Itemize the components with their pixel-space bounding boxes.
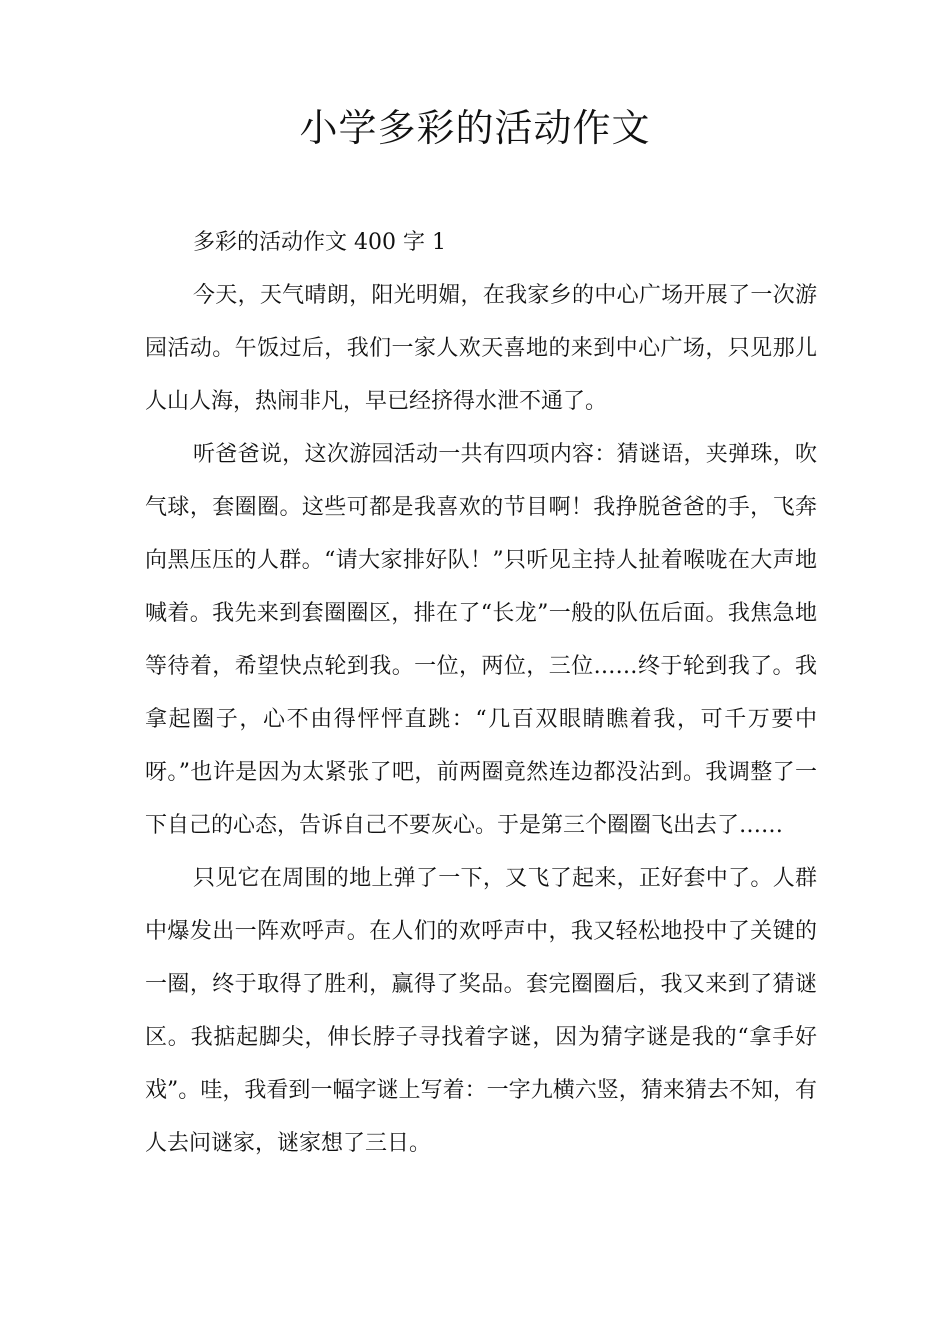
- paragraph-1: 今天，天气晴朗，阳光明媚，在我家乡的中心广场开展了一次游园活动。午饭过后，我们一家人欢天喜地的来到中心广场，只见那儿人山人海，热闹非凡，早已经挤得水泄不通了。: [145, 283, 817, 414]
- paragraph-2: 听爸爸说，这次游园活动一共有四项内容：猜谜语，夹弹珠，吹气球，套圈圈。这些可都是我喜欢的节目啊！我挣脱爸爸的手，飞奔向黑压压的人群。“请大家排好队！”只听见主持人扯着喉咙在大声地喊着。我先来到套圈圈区，排在了“长龙”一般的队伍后面。我焦急地等待着，希望快点轮到我。一位，两位，三位……终于轮到我了。我拿起圈子，心不由得怦怦直跳：“几百双眼睛瞧着我，可千万要中呀。”也许是因为太紧张了吧，前两圈竟然连边都没沾到。我调整了一下自己的心态，告诉自己不要灰心。于是第三个圈圈飞出去了……: [145, 442, 817, 838]
- paragraph-3: 只见它在周围的地上弹了一下，又飞了起来，正好套中了。人群中爆发出一阵欢呼声。在人们的欢呼声中，我又轻松地投中了关键的一圈，终于取得了胜利，赢得了奖品。套完圈圈后，我又来到了猜谜区。我掂起脚尖，伸长脖子寻找着字谜，因为猜字谜是我的“拿手好戏”。哇，我看到一幅字谜上写着：一字九横六竖，猜来猜去不知，有人去问谜家，谜家想了三日。: [145, 866, 817, 1156]
- document-body: [145, 216, 817, 1170]
- document-title: 小学多彩的活动作文: [299, 106, 651, 150]
- essay-subheading: 多彩的活动作文 400 字 1: [193, 230, 446, 255]
